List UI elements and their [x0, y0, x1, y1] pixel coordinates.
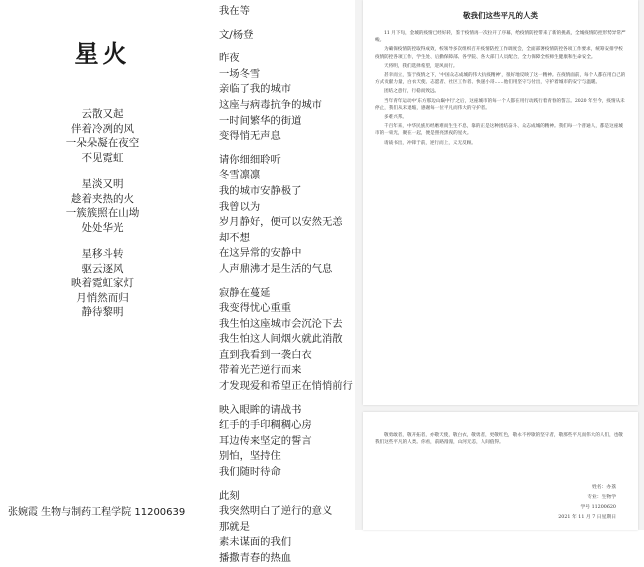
essay-page-1 — [363, 0, 638, 405]
poem-panel-xinghuo — [0, 0, 205, 530]
poem-line: 一时间繁华的街道 — [219, 114, 302, 127]
stanza-gap — [219, 481, 353, 489]
poem-line: 请你细细聆听 — [219, 153, 281, 166]
poem-line: 我们随时待命 — [219, 466, 281, 479]
essay-page-2 — [363, 412, 638, 530]
essay-closing-paragraph: 敬勇敢者，敬开拓者，亦敬天使，敬白衣，敬勇者，更敬红色，敬永不停歇的坚守者，敬那些平凡而伟大的人们，也敬我们这些平凡的人类。你看，前路漫漫，山河无恙，人间值得。 — [375, 433, 623, 446]
poem-panel-wozaideng — [205, 0, 355, 564]
poem-stanza-1 — [0, 107, 205, 165]
essay-paragraph: 天将明，我们选择希望，迎风而行。 — [384, 63, 458, 69]
poem-line: 那就是 — [219, 520, 250, 533]
stanza-gap — [219, 278, 353, 286]
poem-line: 文/杨登 — [219, 28, 254, 41]
essay-paragraph: 11 月下旬，金城的疫情已经好转，鉴于疫情再一次拉开了序幕，给疫情防控带来了新的挑战，全城疫情防控形势异常严峻。 — [375, 31, 626, 44]
poem-line: 映着霓虹家灯 — [71, 277, 134, 289]
poem-line: 云散又起 — [81, 108, 124, 120]
poem-line: 不见霓虹 — [81, 151, 124, 164]
poem-line: 直到我看到一袭白衣 — [219, 348, 312, 361]
poem-body — [219, 4, 353, 567]
essay-paragraph: 甚幸而立，鉴于疫情之下，'中国众志成城的伟大抗疫精神'，很好地反映了这一精神。在疫情面前，每个人都在用自己的方式贡献力量，白衣天使、志愿者、社区工作者、快递小哥……他们用坚守与付出，守护着城市的安宁与温暖。 — [375, 73, 626, 86]
poem-line: 这座与病毒抗争的城市 — [219, 98, 322, 111]
poem-line: 我生怕这人间烟火就此消散 — [219, 333, 343, 346]
poem-title: 星火 — [74, 39, 131, 68]
poem-line: 一场冬雪 — [219, 67, 261, 80]
poem-line: 我在等 — [219, 5, 250, 17]
essay-panel — [355, 0, 644, 530]
poem-line: 我曾以为 — [219, 200, 261, 213]
poem-line: 一朵朵凝在夜空 — [65, 137, 140, 149]
author-info: 张婉霞 生物与制药工程学院 11200639 — [8, 507, 186, 518]
poem-line: 此刻 — [219, 489, 240, 502]
poem-line: 素未谋面的我们 — [219, 536, 292, 549]
poem-line: 我突然明白了逆行的意义 — [219, 505, 333, 518]
stanza-gap — [219, 145, 353, 153]
essay-paragraph: 团结之意行，行稳而致远。 — [384, 89, 440, 95]
essay-paragraph: 千百年来，中华民族历经磨难而生生不息，靠的正是这种团结奋斗、众志成城的精神。我们每一个普通人，都是这座城市的一束光，聚在一起，便是照亮黑夜的星火。 — [375, 124, 623, 137]
poem-line: 映入眼眸的请战书 — [219, 403, 302, 416]
essay-paragraph: 为确保疫情防控取得成效，校领导多次组织召开疫情防控工作调度会，全面部署疫情防控各项工作要求，统筹安排学校疫情防控各项工作，学生处、后勤保障部、各学院、各大部门人员配合，全力保障全校师生健康和生命安全。 — [375, 47, 623, 60]
poem-line: 静待黎明 — [81, 306, 124, 318]
poem-line: 趁着夹热的火 — [71, 192, 134, 205]
poem-line: 岁月静好，便可以安然无恙 — [219, 216, 343, 229]
essay-paragraph: 请战书出，冲锋于前，逆行而上，义无反顾。 — [384, 140, 476, 146]
poem-line: 处处华光 — [81, 221, 124, 234]
poem-line: 一簇簇照在山坳 — [65, 207, 140, 219]
poem-line: 我的城市安静极了 — [219, 184, 302, 197]
essay-title: 敬我们这些平凡的人类 — [463, 11, 538, 20]
essay-paragraph: 多难兴邦。 — [384, 115, 407, 121]
poem-line: 在这异常的安静中 — [219, 247, 302, 260]
poem-line: 亲临了我的城市 — [219, 83, 292, 96]
signature-major: 专业：生物学 — [587, 495, 616, 500]
poem-line: 我生怕这座城市会沉沦下去 — [219, 317, 343, 330]
poem-line: 昨夜 — [219, 52, 240, 65]
signature-name: 姓名：办荔 — [592, 485, 616, 490]
poem-stanza-2 — [0, 177, 205, 235]
poem-line: 月悄然而归 — [76, 291, 129, 304]
poem-line: 星淡又明 — [81, 178, 124, 190]
poem-line: 我变得忧心重重 — [219, 302, 292, 315]
poem-line: 变得悄无声息 — [219, 130, 281, 143]
poem-line: 播撒青春的热血 — [219, 552, 292, 564]
poem-line: 别怕，坚持住 — [219, 450, 281, 463]
signature-id: 学号 11200620 — [580, 505, 616, 510]
poem-line: 人声鼎沸才是生活的气息 — [219, 262, 333, 275]
poem-line: 寂静在蔓延 — [219, 286, 271, 299]
stanza-gap — [219, 20, 353, 28]
stanza-gap — [219, 43, 353, 51]
poem-line: 星移斗转 — [81, 248, 124, 260]
poem-stanza-3 — [0, 247, 205, 320]
poem-line: 冬雪凛凛 — [219, 169, 261, 182]
stanza-gap — [219, 395, 353, 403]
poem-line: 驱云逐风 — [81, 262, 124, 275]
poem-line: 带着光芒逆行而来 — [219, 364, 302, 377]
poem-line: 红手的手印稠稠心房 — [219, 419, 312, 432]
poem-line: 伴着冷冽的风 — [71, 122, 134, 135]
essay-paragraph: 当年青年运动中'东方那边山巅中行'之后，这座城市的每一个人都在用行动践行着青春的誓言。2020 年至今，疫情从未停止，我们从未退缩，感谢每一位平凡而伟大的守护者。 — [375, 98, 625, 111]
poem-line: 耳边传来坚定的誓言 — [219, 434, 312, 447]
essay-body — [375, 30, 626, 149]
poem-line: 才发现爱和希望正在悄悄前行 — [219, 380, 353, 393]
poem-line: 却不想 — [219, 231, 250, 244]
signature-date: 2021 年 11 月 7 日星期日 — [558, 515, 616, 520]
